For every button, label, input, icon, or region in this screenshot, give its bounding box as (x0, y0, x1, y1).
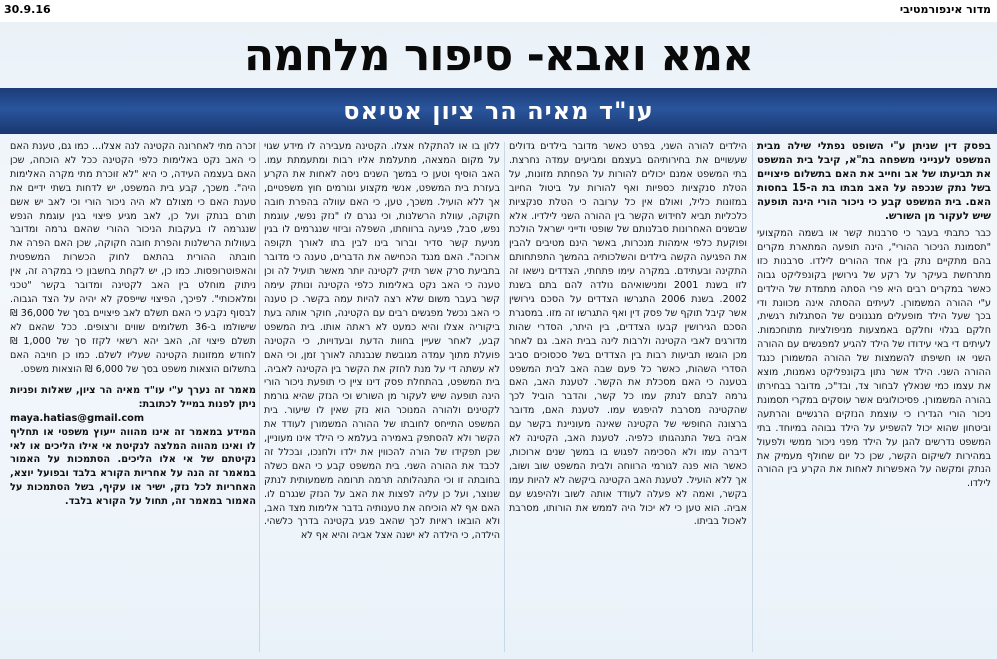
author-contact-text: מאמר זה נערך ע"י עו"ד מאיה הר ציון, שאלות ופניות ניתן לפנות במייל לכתובת: (10, 385, 256, 411)
issue-date: 30.9.16 (4, 3, 51, 16)
top-strip (0, 0, 997, 22)
column-text: זכרה מתי לאחרונה הקטינה לנה אצלו... כמו גם, טענת האם כי האב נקט באלימות כלפי הקטינה ככל לא הוכחה, שכן האם בעצמה העידה, כי היא "לא זוכרת מתי מקרה האלימות היה". משכך, קבע בית המשפט, יש לדחות בשתי ידיים את טענת האם כי מצולם לא היה ניכור הורי וכי לאב יש אשם תורם בנתק ועל כן, לאב מגיע פיצוי בגין עוגמת הנפש שנגרמה לו בעקבות הניכור ההורי שהאם גרמה ומדובר בעוולות הרשלנות והפרת חובה חקוקה, שכן האם הפרה את חובתה ההורית בהתאם לחוק הכשרות המשפטית והאפוטרופסות. כמו כן, יש לקחת בחשבון כי במקרה זה, אין ניתוק מוחלט בין האב לקטינה ומדובר בקשר "טכני ומלאכותי". לפיכך, הפיצוי שייפסק לא יהיה על הצד הגבוה. לבסוף נקבע כי האם תשלם לאב פיצויים בסך של 36,000 ₪ שישולמו ב-36 תשלומים שווים ורצופים. ככל שהאם לא תשלם פיצוי זה, האב יהא רשאי לקזז סך של 1,000 ₪ לחודש ממזונות הקטינה שעליו לשלם. כמו כן חויבה האם בתשלום הוצאות משפט בסך של 6,000 ₪ הוצאות משפט. (10, 141, 256, 375)
article-columns (0, 140, 997, 659)
section-label: מדור אינפורמטיבי (899, 3, 991, 16)
column-text: הילדים להורה השני, בפרט כאשר מדובר בילדים גדולים שעשויים את בחירותיהם בעצמם ומביעים עמדה נחרצת. בתי המשפט אמנם יכולים להורות על הפחתת מזונות, על הטלת סנקציות כספיות ואף להורות על ביטול החיוב במזונות כליל, ואולם אין כל ערובה כי הטלת סנקציות כלכליות תביא לחידוש הקשר בין ההורה השני לילדיו. אלא שבשנים האחרונות סבלנותם של שופטי ודייני ישראל הולכת ופוקעת כלפי אימהות מנכרות, באשר הינם מטיבים להבין את הפגיעה הקשה בילדים והשלכותיה בהמשך התפתחותם התקינה ובעתידם. במקרה עימו פתחתי, הצדדים נישאו זה לזו בשנת 2001 ומנישואיהם נולדה להם בתם בשנת 2002. בשנת 2006 התגרשו הצדדים על הסכם גירושין אשר קיבל תוקף של פסק דין ואף התגרשו זה מזו. במסגרת הסכם הגירושין קבעו הצדדים, בין היתר, הסדרי שהות מדורגים לאבי הקטינה ולרבות לינה בבית האב. גם לאחר מכן הוגשו תביעות רבות בין הצדדים בשל סכסוכים סביב הסדרי השהות, כאשר כל פעם שבה האב לבית המשפט בטענה כי האם מסכלת את הקשר. לטענת האב, האם גרמה לבתם לנתק עמו כל קשר, והדבר הוביל לכך שהקטינה מסרבת להיפגש עמו. לטענת האם, מדובר ברצונה החופשי של הקטינה שאינה מעוניינת בקשר עם אביה בשל התנהגותו כלפיה. לטענת האב, הקטינה לא דיברה עמו ולא הסכימה לפגוש בו במשך שנים ארוכות, כאשר הוא פנה לגורמי הרווחה ולבית המשפט שוב ושוב, אך ללא הועיל. לטענת האב הקטינה ביקשה לא להיות עמו בקשר, ואמה לא פעלה לעודד אותה לשוב ולהיפגש עם אביה. הוא טען כי לא יכול היה לממש את הורותו, מסרבת לאכול בביתו. (509, 141, 747, 528)
article-lead: בפסק דין שניתן ע"י השופט נפתלי שילה מבית המשפט לענייני משפחה בת"א, קיבל בית המשפט את תביעתו של אב וחייב את האם בתשלום פיצויים בשל נתק שנכפה על האב מבתו בת ה-15 בחסות האם. בית המשפט קבע כי ניכור הורי הינה תופעה שיש לעקור מן השורש. (757, 141, 991, 222)
author-byline: עו"ד מאיה הר ציון אטיאס (343, 97, 654, 125)
author-note (10, 384, 256, 508)
legal-disclaimer: המידע במאמר זה אינו מהווה ייעוץ משפטי או תחליף לו ואינו מהווה המלצה לנקיטת אי אילו הליכים או לאי נקיטתם של אי אלו הליכים. הסתמכות על האמור במאמר זה הנה על אחריות הקורא בלבד ובפועל יוצא, האחריות לכל נזק, ישיר או עקיף, בשל הסתמכות על האמור במאמר זה, תחול על הקורא בלבד. (10, 426, 256, 507)
article-headline: אמא ואבא- סיפור מלחמה (243, 30, 754, 81)
column-1 (757, 140, 991, 659)
column-4 (10, 140, 256, 659)
column-3 (264, 140, 500, 659)
column-text: ללון בו או להתקלח אצלו. הקטינה מעבירה לו מידע שגוי על מקום המצאה, מתעלמת אליו רבות ומתעמתת עמו. האב הוסיף וטען כי במשך השנים ניסה לאחות את הקרע בעזרת בית המשפט, אנשי מקצוע וגורמים חוץ משפטיים, אך ללא הועיל. משכך, טען, כי האם עוולה בהפרת חובה חקוקה, עוולת הרשלנות, וכי נגרם לו "נזק נפשי, עוגמת נפש, סבל, פגיעה ברווחתו, השפלה וביזוי שנגרמים לו בגין מניעת קשר סדיר וברור בינו לבין בתו לאורך תקופה ארוכה". האם מנגד הכחישה את הדברים, טענה כי מדובר בתביעת סרק אשר תזיק לקטינה יותר מאשר תועיל לה וכן טענה כי האב נקט באלימות כלפי הקטינה ונותק עימה קשר בעבר משום שלא רצה להיות עמה בקשר. כן טענה כי האב נכשל מפגשים רבים עם הקטינה, חוקר אותה בעת ביקוריה אצלו והיא כמעט לא ראתה אותו. בית המשפט קבע, לאחר שעיין בחוות הדעת ובעדויות, כי הקטינה פועלת מתוך עמדה מגובשת שנבנתה לאורך זמן, וכי האם לא עשתה די על מנת לחזק את הקשר בין הקטינה לאביה. בית המשפט, בהתחלת פסק דינו ציין כי תופעת ניכור הורי הינה תופעה שיש לעקור מן השורש וכי הנזק שהיא גורמת לקטינים ולהורה המנוכר הוא נזק שאין לו שיעור. בית המשפט התייחס לחובתו של ההורה המשמורן לעודד את הקשר ולא להסתפק באמירה בעלמא כי הילד אינו מעוניין, שכן תפקידו של הורה להכווין את ילדו ולחנכו, ובכלל זה לכבד את ההורה השני. בית המשפט קבע כי האם כשלה בחובתה זו וכי התנהלותה תרמה תרומה משמעותית לנתק שנוצר, ועל כן עליה לפצות את האב על הנזק שנגרם לו. האם אף לא הוכיחה את טענותיה בדבר אלימות מצד האב, ולא הובאו ראיות לכך שהאב פגע בקטינה בדרך כלשהי. הילדה, כי הילדה לא ישנה אצל אביה והיא אף לא (264, 141, 500, 542)
column-2 (509, 140, 747, 659)
column-text: כבר כתבתי בעבר כי סרבנות קשר או בשמה המקצועי "תסמונת הניכור ההורי", הינה תופעה המתארת מקרים בהם מתקיים נתק בין אחד ההורים לילדו. סרבנות כזו מתרחשת בעיקר על רקע של גירושין בקונפליקט גבוה כאשר במקרים רבים היא פרי הסתה מתמדת של הילדים ע"י ההורה המשמורן. לעיתים ההסתה אינה מכוונת ודי בכך שעל הילד מופעלים מנגנונים של הסתגלות רגשית, חלקם בגלוי וחלקם באמצעות מניפולציות מתוחכמות. לעיתים די באי עידודו של הילד להגיע למפגשים עם ההורה השני או חשיפתו להשמצות של ההורה המשמורן כנגד ההורה השני. הילד אשר נתון בקונפליקט נאמנות, מוצא את עצמו כמי שנאלץ לבחור צד, ובד"כ, מדובר בבחירתו בהורה המשמורן. פסיכולוגים אשר עוסקים במקרי תסמונת ניכור הורי הגדירו כי עוצמת הנזקים הרגשיים והרתעה וביטחון שהוא יכול להשפיע על הילד גבוהה במיוחד. בתי המשפט נדרשים להגן על הילד מפני ניכור ממשי ולפעול במהירות לשיקום הקשר, שכן כל יום שחולף מעמיק את הנתק ומקשה על האפשרות לאחות את הקרע בין ההורה לילדו. (757, 228, 991, 490)
author-email-link[interactable]: maya.hatias@gmail.com (10, 413, 145, 424)
